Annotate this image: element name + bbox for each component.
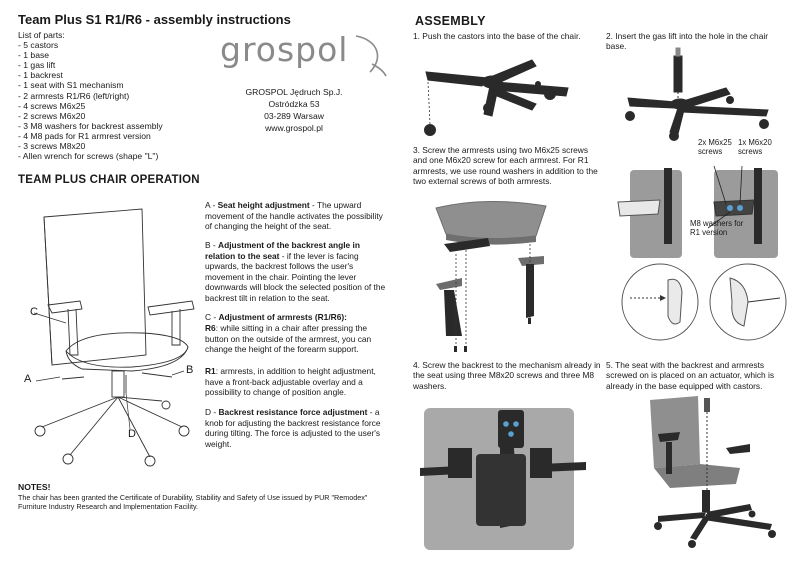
final-assembly-illustration [640, 394, 790, 546]
assembly-heading: ASSEMBLY [415, 14, 486, 28]
parts-item: - 1 seat with S1 mechanism [18, 80, 124, 91]
armrest-detail-illustration [618, 160, 788, 260]
operation-heading: TEAM PLUS CHAIR OPERATION [18, 174, 200, 186]
parts-heading: List of parts: [18, 30, 65, 40]
page-title: Team Plus S1 R1/R6 - assembly instructions [18, 12, 291, 27]
assembly-step-4: 4. Screw the backrest to the mechanism already in the seat using three M8x20 screws and three M8 washers. [413, 360, 601, 391]
address-line: www.grospol.pl [265, 123, 323, 133]
parts-item: - Allen wrench for screws (shape "L") [18, 151, 159, 162]
op-text: - if the lever is facing upwards, the backrest follows the user's movement in the chair. Pointing the lever downwards will block the selected position of the backrest tilt in relation to the seat. [205, 250, 386, 303]
backrest-mechanism-illustration [420, 404, 580, 556]
label-a: A [24, 373, 32, 385]
company-logo: grospol [220, 30, 349, 69]
seat-outline [66, 333, 188, 367]
op-text: - The upward movement of the handle activates the possibility of changing the height of the seat. [205, 200, 383, 232]
r1-washer-detail-illustration [620, 262, 788, 346]
notes-title: NOTES! [18, 482, 51, 492]
notes-text: The chair has been granted the Certificate of Durability, Stability and Safety of Use issued by PUR "Remodex" Furniture Industry Research and Implementation Facility. [18, 493, 368, 512]
op-bold: Seat height adjustment [217, 200, 310, 210]
operation-item-r1 [205, 366, 387, 398]
label-b-leader [172, 371, 184, 375]
logo-swoosh-icon [350, 34, 390, 78]
callout-m6x25: 2x M6x25 screws [698, 138, 732, 157]
parts-item: - 1 gas lift [18, 60, 56, 71]
op-prefix: C - [205, 312, 219, 322]
parts-item: - 1 base [18, 50, 50, 61]
assembly-step-1: 1. Push the castors into the base of the chair. [413, 31, 581, 41]
left-armrest [48, 301, 82, 313]
label-b: B [186, 364, 194, 376]
parts-list [18, 30, 163, 161]
armrest-mounting-illustration [426, 198, 566, 358]
op-prefix: B - [205, 240, 219, 250]
assembly-step-5: 5. The seat with the backrest and armrests screwed on is placed on an actuator, which is already in the base equipped with castors. [606, 360, 775, 391]
address-line: 03-289 Warsaw [264, 111, 324, 121]
parts-item: - 5 castors [18, 40, 59, 51]
parts-item: - 1 backrest [18, 70, 63, 81]
operation-item-d [205, 407, 387, 449]
parts-item: - 2 screws M6x20 [18, 110, 86, 121]
label-d: D [128, 428, 136, 440]
gas-lift [112, 371, 124, 397]
address-line: Ostródzka 53 [268, 99, 320, 109]
parts-item: - 4 M8 pads for R1 armrest version [18, 130, 151, 141]
op-bold: Backrest resistance force adjustment [218, 407, 368, 417]
operation-item-b [205, 240, 387, 304]
parts-item: - 3 M8 washers for backrest assembly [18, 120, 163, 131]
op-text: - a knob for adjusting the backrest resistance force during tilting. The force is adjusted to the user's weight. [205, 407, 381, 449]
backrest-outline [44, 209, 146, 365]
castor-base-illustration [418, 48, 588, 140]
op-text: : armrests, in addition to height adjustment, have a front-back adjustable overlay and a possibility to change of position angle. [205, 366, 376, 398]
op-prefix: A - [205, 200, 218, 210]
op-bold: Adjustment of armrests (R1/R6): [218, 312, 347, 322]
operation-item-c [205, 312, 387, 323]
parts-item: - 3 screws M8x20 [18, 141, 86, 152]
assembly-step-3: 3. Screw the armrests using two M6x25 screws and one M6x20 screw for each armrest. For R1 armrests, we use round washers in addition to the two external screws of both armrests. [413, 145, 598, 187]
label-a-leader [36, 377, 60, 381]
assembly-step-2: 2. Insert the gas lift into the hole in the chair base. [606, 31, 769, 52]
callout-m6x20: 1x M6x20 screws [738, 138, 772, 157]
company-address [236, 86, 352, 134]
op-bold: R1 [205, 366, 216, 376]
callout-washers: M8 washers for R1 version [690, 219, 744, 238]
op-prefix: D - [205, 407, 219, 417]
chair-base [42, 397, 182, 457]
address-line: GROSPOL Jędruch Sp.J. [245, 87, 343, 97]
operation-item-r6 [205, 323, 387, 355]
op-bold: Adjustment of the backrest angle in relation to the seat [205, 240, 360, 261]
right-armrest [148, 301, 194, 315]
parts-item: - 2 armrests R1/R6 (left/right) [18, 90, 130, 101]
op-bold: R6 [205, 323, 216, 333]
operation-item-a [205, 200, 387, 232]
gas-lift-illustration [618, 44, 788, 140]
op-text: : while sitting in a chair after pressing the button on the outside of the armrest, you can change the height of the forearm support. [205, 323, 372, 355]
chair-operation-diagram [22, 205, 202, 467]
parts-item: - 4 screws M6x25 [18, 100, 86, 111]
label-c: C [30, 306, 38, 318]
